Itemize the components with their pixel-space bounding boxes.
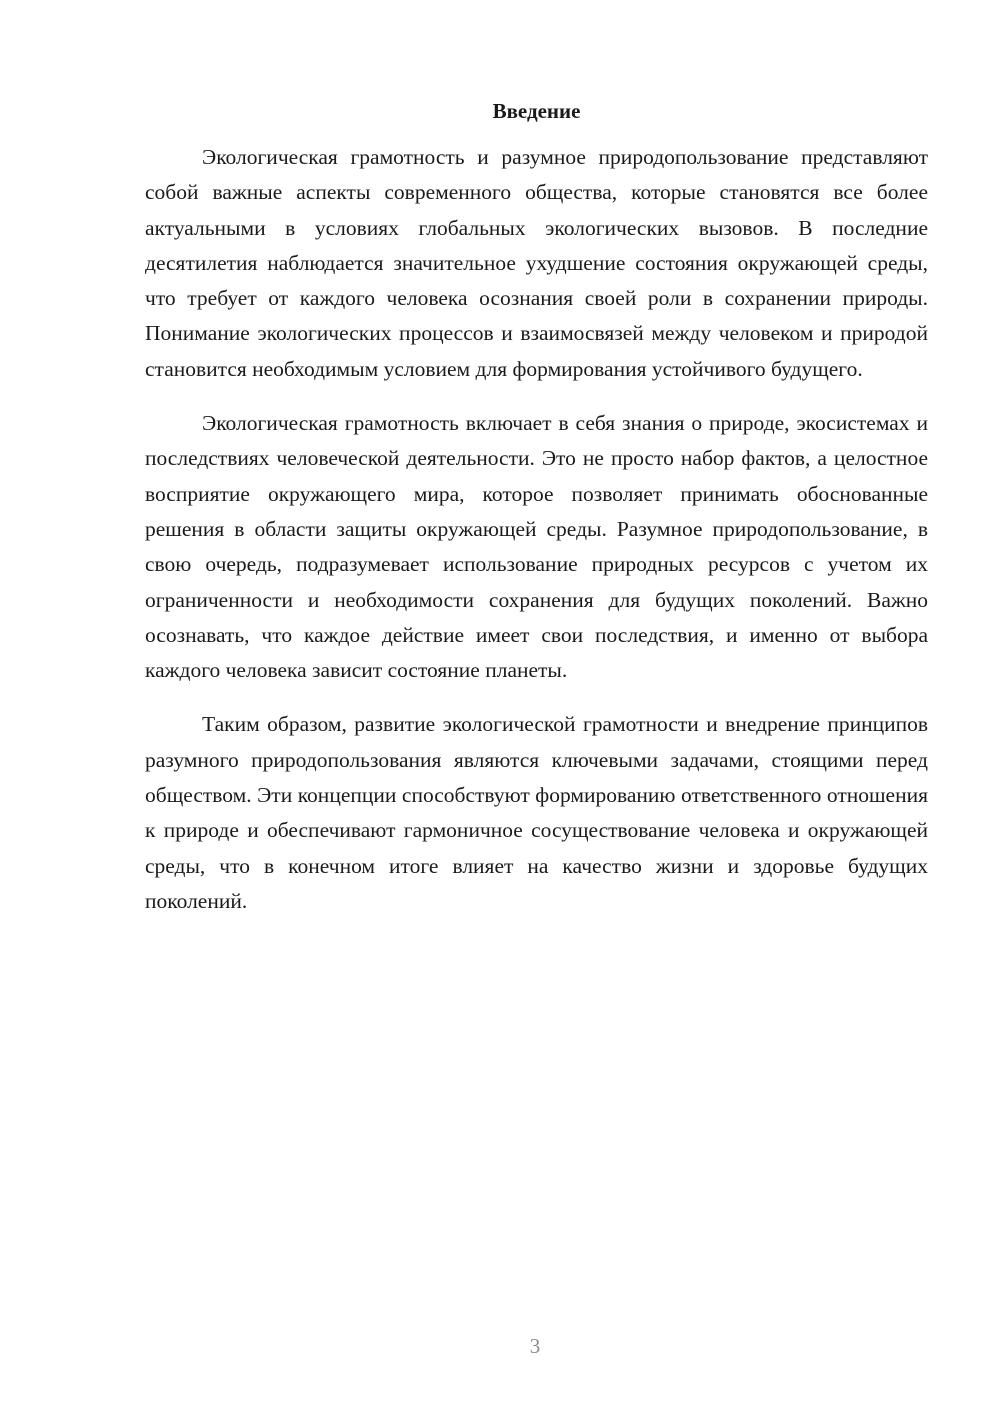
paragraph-conclusion: Таким образом, развитие экологической грамотности и внедрение принципов разумного природопользования являются ключевыми задачами, стоящими перед обществом. Эти концепции способствуют формированию ответственного отношения к природе и обеспечивают гармоничное сосуществование человека и окружающей среды, что в конечном итоге влияет на качество жизни и здоровье будущих поколений.: [145, 712, 928, 913]
paragraph-intro: Экологическая грамотность и разумное природопользование представляют собой важные аспекты современного общества, которые становятся все более актуальными в условиях глобальных экологических вызовов. В последние десятилетия наблюдается значительное ухудшение состояния окружающей среды, что требует от каждого человека осознания своей роли в сохранении природы. Понимание экологических процессов и взаимосвязей между человеком и природой становится необходимым условием для формирования устойчивого будущего.: [145, 145, 928, 381]
paragraph-literacy: Экологическая грамотность включает в себя знания о природе, экосистемах и последствиях человеческой деятельности. Это не просто набор фактов, а целостное восприятие окружающего мира, которое позволяет принимать обоснованные решения в области защиты окружающей среды. Разумное природопользование, в свою очередь, подразумевает использование природных ресурсов с учетом их ограниченности и необходимости сохранения для будущих поколений. Важно осознавать, что каждое действие имеет свои последствия, и именно от выбора каждого человека зависит состояние планеты.: [145, 411, 928, 683]
document-page: [145, 94, 928, 938]
page-number: 3: [529, 1334, 541, 1358]
section-title: Введение: [492, 99, 581, 123]
